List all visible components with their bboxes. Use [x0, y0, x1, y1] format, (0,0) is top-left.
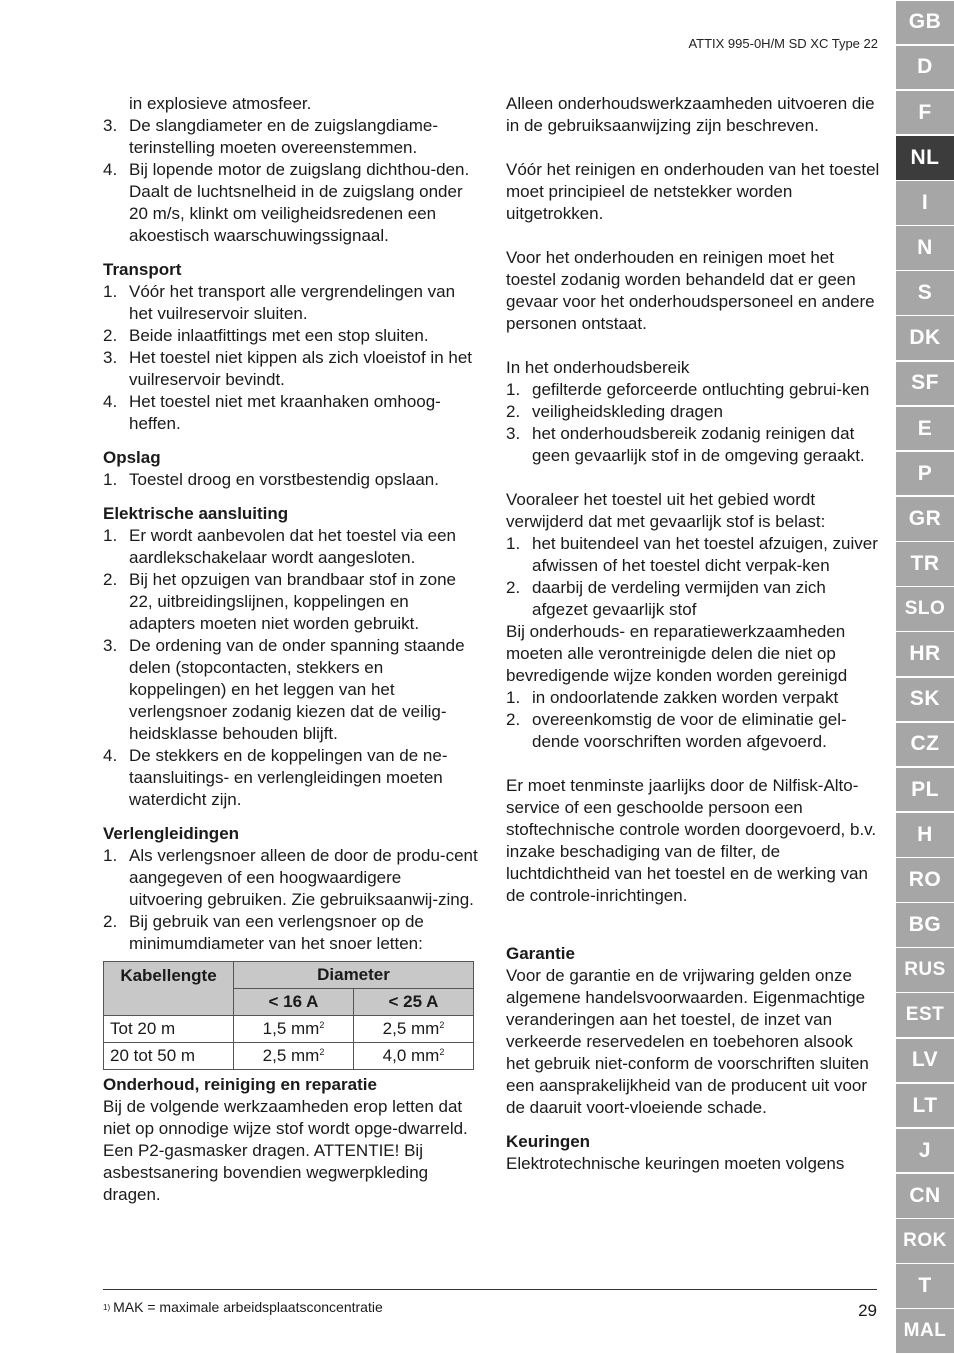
section-heading-keuringen: Keuringen	[506, 1132, 591, 1151]
list-item	[103, 745, 478, 811]
list-item-number: 3.	[103, 636, 118, 655]
list-item-number: 2.	[103, 326, 118, 345]
paragraph-before-removal: Vooraleer het toestel uit het gebied wordt verwijderd dat met gevaarlijk stof is belast:	[506, 490, 826, 531]
language-tab-cn[interactable]: CN	[896, 1174, 954, 1218]
language-tab-ro[interactable]: RO	[896, 858, 954, 902]
list-item-text: Bij gebruik van een verlengsnoer op de minimumdiameter van het snoer letten:	[129, 912, 424, 953]
list-item-text: gefilterde geforceerde ontluchting gebrui-ken	[532, 380, 870, 399]
language-tab-e[interactable]: E	[896, 407, 954, 451]
page-number: 29	[858, 1301, 877, 1320]
list-item	[103, 911, 478, 955]
list-item-number: 4.	[103, 160, 118, 179]
list-item	[506, 577, 880, 621]
list-item	[103, 281, 478, 325]
language-tab-nl[interactable]: NL	[896, 136, 954, 180]
list-item	[103, 159, 478, 247]
verleng-list	[103, 845, 478, 955]
language-tab-rok[interactable]: ROK	[896, 1219, 954, 1263]
contaminated-parts-list	[506, 687, 880, 753]
section-heading-transport: Transport	[103, 260, 182, 279]
list-item-number: 1.	[506, 688, 521, 707]
list-item-number: 1.	[103, 470, 118, 489]
opslag-list	[103, 469, 478, 491]
language-tab-dk[interactable]: DK	[896, 316, 954, 360]
list-item-text: overeenkomstig de voor de eliminatie gel-dende voorschriften worden afgevoerd.	[532, 710, 847, 751]
list-item-number: 2.	[506, 710, 521, 729]
list-item-text: Vóór het transport alle vergrendelingen van het vuilreservoir sluiten.	[129, 282, 456, 323]
table-header-25a: < 25 A	[354, 989, 474, 1016]
table-header-cable-length: Kabellengte	[104, 962, 234, 1016]
language-tab-h[interactable]: H	[896, 813, 954, 857]
list-item-text: De stekkers en de koppelingen van de ne-taansluitings- en verlengleidingen moeten waterdicht zijn.	[129, 746, 448, 809]
paragraph-annual-check: Er moet tenminste jaarlijks door de Nilfisk-Alto-service of een geschoolde persoon een stoftechnische controle worden doorgevoerd, b.v. inzake beschadiging van de filter, de luchtdichtheid van het toestel en de werking van de controle-inrichtingen.	[506, 776, 877, 905]
list-item-number: 1.	[103, 526, 118, 545]
keuringen-paragraph: Elektrotechnische keuringen moeten volgens	[506, 1154, 845, 1173]
language-tab-sf[interactable]: SF	[896, 362, 954, 406]
list-item	[103, 469, 478, 491]
list-item	[103, 347, 478, 391]
list-item	[103, 391, 478, 435]
language-tab-j[interactable]: J	[896, 1129, 954, 1173]
list-item-text: Beide inlaatfittings met een stop sluiten.	[129, 326, 429, 345]
table-cell-16a: 2,5 $mm^2$	[234, 1043, 354, 1070]
garantie-paragraph: Voor de garantie en de vrijwaring gelden onze algemene handelsvoorwaarden. Eigenmachtige veranderingen aan het toestel, de inzet van verkeerde reservedelen en toebehoren alsook het gebruik niet-conform de voorschriften sluiten een aansprakelijkheid van de producent uit voor de daaruit voort-vloeiende schade.	[506, 966, 869, 1117]
list-item-continuation: in explosieve atmosfeer.	[129, 94, 312, 113]
paragraph-maintenance-scope: Alleen onderhoudswerkzaamheden uitvoeren die in de gebruiksaanwijzing zijn beschreven.	[506, 94, 875, 135]
list-item	[506, 423, 880, 467]
list-item-text: De slangdiameter en de zuigslangdiame-terinstelling moeten overeenstemmen.	[129, 116, 439, 157]
language-tab-gb[interactable]: GB	[896, 1, 954, 45]
intro-list	[103, 115, 478, 247]
list-item-text: Er wordt aanbevolen dat het toestel via een aardlekschakelaar wordt aangesloten.	[129, 526, 456, 567]
language-tab-mal[interactable]: MAL	[896, 1309, 954, 1353]
list-item-number: 2.	[103, 912, 118, 931]
list-item-text: in ondoorlatende zakken worden verpakt	[532, 688, 839, 707]
list-item	[103, 845, 478, 911]
table-cell-25a: 2,5 $mm^2$	[354, 1016, 474, 1043]
list-item-text: Bij lopende motor de zuigslang dichthou-den. Daalt de luchtsnelheid in de zuigslang onder 20 m/s, klinkt om veiligheidsredenen een akoestisch waarschuwingssignaal.	[129, 160, 470, 245]
list-item-number: 1.	[506, 534, 521, 553]
list-item-number: 1.	[103, 846, 118, 865]
list-item-number: 2.	[506, 578, 521, 597]
language-tab-bg[interactable]: BG	[896, 903, 954, 947]
paragraph-unplug: Vóór het reinigen en onderhouden van het toestel moet principieel de netstekker worden uitgetrokken.	[506, 160, 880, 223]
language-tab-lt[interactable]: LT	[896, 1084, 954, 1128]
language-tab-t[interactable]: T	[896, 1264, 954, 1308]
onderhoud-paragraph: Bij de volgende werkzaamheden erop letten dat niet op onnodige wijze stof wordt opge-dwarreld. Een P2-gasmasker dragen. ATTENTIE! Bij asbestsanering bovendien wegwerpkleding dragen.	[103, 1097, 468, 1204]
table-cell-length: 20 tot 50 m	[104, 1043, 234, 1070]
list-item-number: 3.	[103, 348, 118, 367]
list-item-number: 2.	[506, 402, 521, 421]
list-item-number: 1.	[103, 282, 118, 301]
list-item-number: 4.	[103, 746, 118, 765]
language-tab-cz[interactable]: CZ	[896, 723, 954, 767]
list-item-text: Toestel droog en vorstbestendig opslaan.	[129, 470, 439, 489]
language-tab-tr[interactable]: TR	[896, 542, 954, 586]
list-item	[506, 401, 880, 423]
table-cell-length: Tot 20 m	[104, 1016, 234, 1043]
list-item-text: veiligheidskleding dragen	[532, 402, 723, 421]
table-cell-16a: 1,5 $mm^2$	[234, 1016, 354, 1043]
list-item-number: 2.	[103, 570, 118, 589]
table-header-16a: < 16 A	[234, 989, 354, 1016]
language-tab-d[interactable]: D	[896, 46, 954, 90]
list-item-text: Als verlengsnoer alleen de door de produ-cent aangegeven of een hoogwaardigere uitvoering gebruiken. Zie gebruiksaanwij-zing.	[129, 846, 478, 909]
footnote: $^{1)}$ MAK = maximale arbeidsplaatsconcentratie	[103, 1299, 383, 1315]
list-item-text: daarbij de verdeling vermijden van zich afgezet gevaarlijk stof	[532, 578, 826, 619]
section-heading-garantie: Garantie	[506, 944, 575, 963]
section-heading-elektrische-aansluiting: Elektrische aansluiting	[103, 504, 289, 523]
language-tab-est[interactable]: EST	[896, 993, 954, 1037]
list-item	[103, 569, 478, 635]
language-tab-bar	[896, 0, 954, 1354]
paragraph-handling: Voor het onderhouden en reinigen moet het toestel zodanig worden behandeld dat er geen gevaar voor het onderhoudspersoneel en andere personen ontstaat.	[506, 248, 875, 333]
list-item-number: 3.	[103, 116, 118, 135]
list-item	[103, 525, 478, 569]
list-item	[506, 379, 880, 401]
transport-list	[103, 281, 478, 435]
list-item	[103, 635, 478, 745]
elektrisch-list	[103, 525, 478, 811]
list-item-text: Het toestel niet met kraanhaken omhoog-heffen.	[129, 392, 441, 433]
list-item-number: 3.	[506, 424, 521, 443]
list-item-number: 4.	[103, 392, 118, 411]
right-column	[506, 93, 880, 1175]
left-column	[103, 93, 478, 1206]
list-item-text: het onderhoudsbereik zodanig reinigen dat geen gevaarlijk stof in de omgeving geraakt.	[532, 424, 865, 465]
language-tab-pl[interactable]: PL	[896, 768, 954, 812]
table-header-diameter: Diameter	[234, 962, 474, 989]
list-item	[506, 687, 880, 709]
list-item-text: Bij het opzuigen van brandbaar stof in zone 22, uitbreidingslijnen, koppelingen en adapters moeten niet worden gebruikt.	[129, 570, 457, 633]
language-tab-sk[interactable]: SK	[896, 678, 954, 722]
paragraph-contaminated-parts: Bij onderhouds- en reparatiewerkzaamheden moeten alle verontreinigde delen die niet op bevredigende wijze konden worden gereinigd	[506, 622, 848, 685]
list-item-number: 1.	[506, 380, 521, 399]
footer-divider	[103, 1289, 877, 1290]
cable-diameter-table	[103, 961, 474, 1070]
list-item-text: De ordening van de onder spanning staande delen (stopcontacten, stekkers en koppelingen) en het leggen van het verlengsnoer zodanig kiezen dat de veilig-heidsklasse behouden blijft.	[129, 636, 465, 743]
list-item	[506, 533, 880, 577]
language-tab-lv[interactable]: LV	[896, 1039, 954, 1083]
list-item	[103, 115, 478, 159]
table-row	[104, 1016, 474, 1043]
language-tab-p[interactable]: P	[896, 452, 954, 496]
list-item	[103, 325, 478, 347]
section-heading-opslag: Opslag	[103, 448, 161, 467]
language-tab-gr[interactable]: GR	[896, 497, 954, 541]
table-row	[104, 1043, 474, 1070]
language-tab-rus[interactable]: RUS	[896, 948, 954, 992]
table-cell-25a: 4,0 $mm^2$	[354, 1043, 474, 1070]
removal-list	[506, 533, 880, 621]
section-heading-verlengleidingen: Verlengleidingen	[103, 824, 240, 843]
document-header: ATTIX 995-0H/M SD XC Type 22	[688, 36, 878, 51]
list-item	[506, 709, 880, 753]
language-tab-f[interactable]: F	[896, 91, 954, 135]
maintenance-area-list	[506, 379, 880, 467]
language-tab-s[interactable]: S	[896, 271, 954, 315]
language-tab-n[interactable]: N	[896, 226, 954, 270]
paragraph-maintenance-area: In het onderhoudsbereik	[506, 358, 690, 377]
language-tab-slo[interactable]: SLO	[896, 587, 954, 631]
list-item-text: Het toestel niet kippen als zich vloeistof in het vuilreservoir bevindt.	[129, 348, 473, 389]
list-item-text: het buitendeel van het toestel afzuigen, zuiver afwissen of het toestel dicht verpak-ken	[532, 534, 878, 575]
language-tab-i[interactable]: I	[896, 181, 954, 225]
language-tab-hr[interactable]: HR	[896, 632, 954, 676]
section-heading-onderhoud: Onderhoud, reiniging en reparatie	[103, 1075, 377, 1094]
